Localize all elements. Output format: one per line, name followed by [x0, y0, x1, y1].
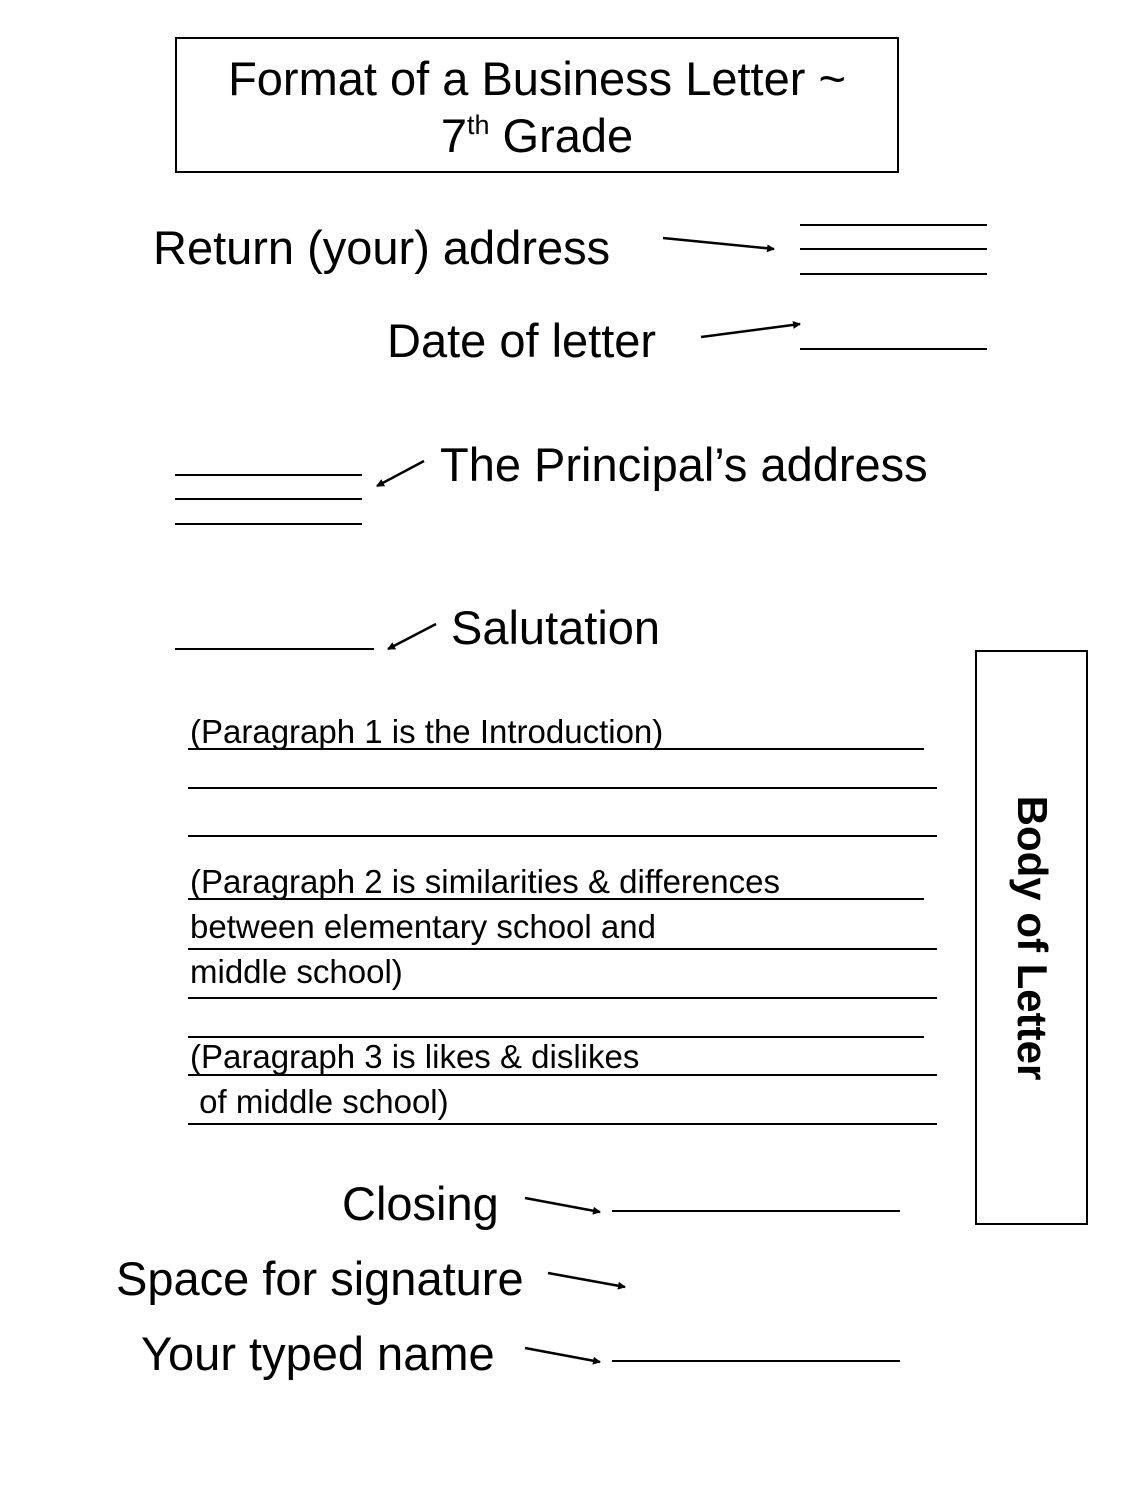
signature-label: Space for signature	[116, 1252, 524, 1305]
paragraph-3-line-1: (Paragraph 3 is likes & dislikes	[190, 1038, 640, 1075]
typed-name-arrow-icon	[525, 1348, 600, 1362]
return-address-label: Return (your) address	[153, 221, 611, 274]
body-of-letter-label: Body of Letter	[1008, 795, 1056, 1080]
principal-address-arrow-icon	[377, 461, 424, 486]
return-address-arrow-icon	[663, 238, 774, 249]
closing-arrow-icon	[525, 1198, 600, 1212]
paragraph-2-line-2: between elementary school and	[190, 908, 656, 945]
date-arrow-icon	[701, 324, 800, 337]
paragraph-2-line-3: middle school)	[190, 953, 403, 990]
signature-arrow-icon	[548, 1273, 625, 1287]
closing-label: Closing	[342, 1177, 499, 1230]
principal-address-label: The Principal’s address	[440, 438, 928, 491]
typed-name-label: Your typed name	[141, 1327, 495, 1380]
title-grade-suffix: th	[466, 110, 490, 140]
paragraph-3-line-2: of middle school)	[190, 1083, 449, 1120]
paragraph-2-line-1: (Paragraph 2 is similarities & differences	[190, 863, 780, 900]
date-label: Date of letter	[387, 314, 657, 367]
title-line-1: Format of a Business Letter ~	[228, 52, 846, 105]
salutation-label: Salutation	[451, 601, 661, 654]
title-grade-word: Grade	[489, 109, 634, 162]
title-grade-number: 7	[440, 109, 467, 162]
paragraph-1-text: (Paragraph 1 is the Introduction)	[190, 713, 664, 750]
salutation-arrow-icon	[388, 624, 436, 649]
